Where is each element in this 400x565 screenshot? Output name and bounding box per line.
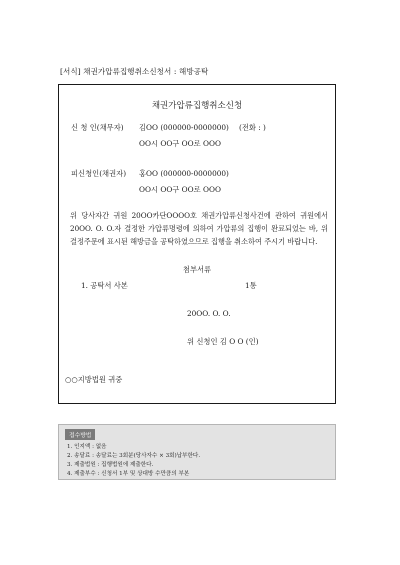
- filing-date: 20OO. O. O.: [187, 309, 231, 318]
- respondent-label: 피신청인(채권자): [71, 169, 127, 178]
- applicant-phone: (전화 : ): [239, 123, 266, 132]
- attachment-item: 1. 공탁서 사본: [81, 281, 128, 290]
- form-header: [60, 66, 208, 77]
- form-label: [서식]: [60, 67, 81, 76]
- instruction-item: 3. 제출법원 : 집행법원에 제출한다.: [67, 462, 154, 468]
- instruction-item: 2. 송달료 : 송달료는 3회분(당사자수 × 3회)납부한다.: [67, 453, 201, 459]
- applicant-name: 김OO (000000-0000000): [139, 123, 229, 132]
- instruction-item: 1. 인지액 : 없음: [67, 444, 107, 450]
- application-form-box: [58, 84, 336, 404]
- applicant-label: 신 청 인(채무자): [71, 123, 124, 132]
- instructions-title: 접수방법: [65, 429, 95, 440]
- document-title: 채권가압류집행취소신청: [151, 101, 243, 111]
- instruction-item: 4. 제출부수 : 신청서 1부 및 상대방 수만큼의 부본: [67, 471, 190, 477]
- request-body: 위 당사자간 귀원 20OO카단OOOO호 채권가압류신청사건에 관하여 귀원에서 20OO. O. O.자 결정한 가압류명령에 의하여 가압류의 집행이 완료되었는 바, 위 결정주문에 표시된 해방금을 공탁하였으므로 집행을 취소하여 주시기 바랍니다.: [70, 211, 328, 246]
- respondent-name: 홍OO (000000-0000000): [139, 169, 229, 178]
- form-title: 채권가압류집행취소신청서 : 해방공탁: [83, 67, 209, 76]
- attachment-count: 1통: [245, 281, 257, 290]
- attachments-heading: 첨부서류: [182, 265, 212, 274]
- applicant-signature: 위 신청인 김 O O (인): [187, 337, 259, 346]
- court-addressee: ○○지방법원 귀중: [65, 375, 123, 384]
- filing-instructions: [58, 424, 336, 480]
- applicant-address: OO시 OO구 OO로 OOO: [139, 139, 221, 148]
- respondent-address: OO시 OO구 OO로 OOO: [139, 185, 221, 194]
